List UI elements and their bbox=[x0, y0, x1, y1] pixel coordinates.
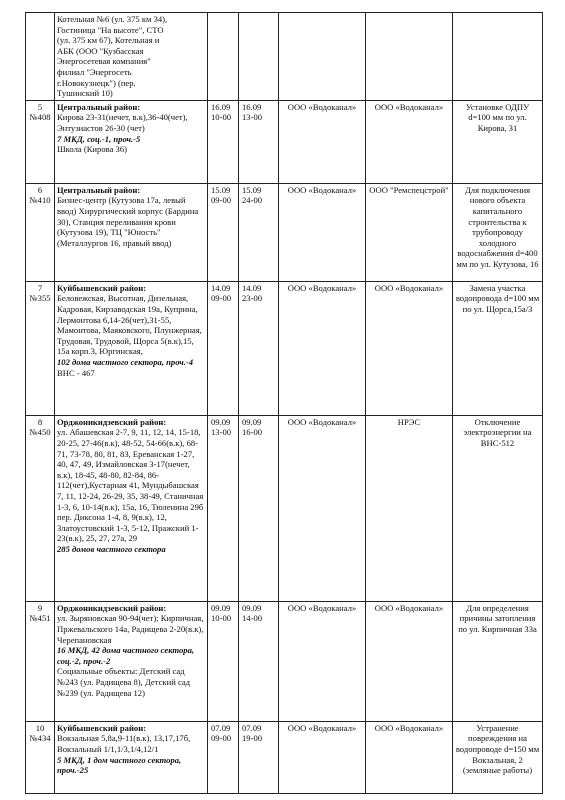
end-date: 09.09 bbox=[242, 416, 262, 427]
end-cell bbox=[239, 100, 279, 183]
row-number-cell bbox=[26, 100, 55, 183]
start-cell bbox=[208, 13, 239, 101]
table-row bbox=[26, 13, 543, 101]
table-row bbox=[26, 415, 543, 601]
start-time: 09-00 bbox=[211, 733, 232, 744]
address-line: (ул. 375 км 67), Котельная и bbox=[57, 35, 160, 46]
executor-cell bbox=[366, 13, 453, 101]
request-number: №408 bbox=[29, 112, 51, 123]
row-number-cell bbox=[26, 13, 55, 101]
address-list: ул. Зыряновская 90-94(чет); Кирпичная, Пржевальского 14а, Радищева 2-20(в.к), Черепановская bbox=[57, 613, 204, 645]
organization-cell: ООО «Водоканал» bbox=[279, 100, 366, 183]
row-number-cell bbox=[26, 281, 55, 415]
executor-cell: ООО «Водоканал» bbox=[366, 281, 453, 415]
row-number: 6 bbox=[37, 184, 43, 195]
district-name: Куйбышевский район: bbox=[57, 282, 147, 293]
start-date: 09.09 bbox=[211, 416, 231, 427]
start-cell bbox=[208, 100, 239, 183]
row-number: 5 bbox=[37, 101, 43, 112]
end-cell bbox=[239, 601, 279, 721]
address-line: АБК (ООО "Кузбасская bbox=[57, 45, 144, 56]
address-cell bbox=[55, 415, 208, 601]
start-time: 13-00 bbox=[211, 427, 232, 438]
end-cell bbox=[239, 721, 279, 793]
organization-cell: ООО «Водоканал» bbox=[279, 721, 366, 793]
row-number-cell bbox=[26, 183, 55, 281]
address-line: г.Новокузнецк") (пер. bbox=[57, 77, 136, 88]
row-number-cell bbox=[26, 721, 55, 793]
end-time: 23-00 bbox=[242, 293, 263, 304]
district-name: Орджоникидзевский район: bbox=[57, 602, 167, 613]
end-cell bbox=[239, 415, 279, 601]
reason-cell: Для определения причины затопления по ул. Кирпичная 33а bbox=[453, 601, 543, 721]
start-cell bbox=[208, 601, 239, 721]
district-name: Куйбышевский район: bbox=[57, 722, 147, 733]
reason-cell: Устранение повреждения на водопроводе d=150 мм Вокзальная, 2 (земляные работы) bbox=[453, 721, 543, 793]
end-time: 24-00 bbox=[242, 195, 263, 206]
start-cell bbox=[208, 415, 239, 601]
start-time: 10-00 bbox=[211, 112, 232, 123]
address-extra: Социальные объекты: Детский сад №243 (ул. Радищева 8), Детский сад №239 (ул. Радищева 12) bbox=[57, 666, 191, 698]
address-cell bbox=[55, 183, 208, 281]
row-number: 9 bbox=[37, 602, 43, 613]
executor-cell: ООО "Ремспецстрой" bbox=[366, 183, 453, 281]
end-time: 16-00 bbox=[242, 427, 263, 438]
row-number: 8 bbox=[37, 416, 43, 427]
row-number-cell bbox=[26, 601, 55, 721]
row-number-cell bbox=[26, 415, 55, 601]
table-row bbox=[26, 601, 543, 721]
end-date: 14.09 bbox=[242, 282, 262, 293]
end-date: 09.09 bbox=[242, 602, 262, 613]
address-cell bbox=[55, 13, 208, 101]
reason-cell: Для подключения нового объекта капитального строительства к трубопроводу холодного водоснабжения d=400 мм по ул. Кутузова, 16 bbox=[453, 183, 543, 281]
address-list: Беловежская, Высотная, Дизельная, Кадровая, Кирзаводская 19а, Куприна, Лермонтова 6,14-26(чет),31-55, Мамонтова, Маяковского, Плунжерная, Трудовая, Трудовой, Щорса 5(в.к),15, 15а корп.3, Юргинская, bbox=[57, 293, 202, 357]
request-number: №451 bbox=[29, 613, 51, 624]
address-list: ул. Абашевская 2-7, 9, 11, 12, 14, 15-18, 20-25, 27-46(в.к), 48-52, 54-66(в.к), 68-71, 73-78, 80, 81, 83, Ереванская 1-27, 40, 47, 49, Измайловская 3-17(нечет, в.к), 18-45, 48-80, 82-84, 86-112(чет),Кустарная 41, Мундыбашская 7, 11, 12-24, 26-29, 35, 38-49, Станичная 1-3, 6, 10-14(в.к), 15а, 16, Тюленина 29б пер. Диксона 1-4, 8, 9(в.к), 12, Златоустовский 1-3, 5-12, Пражский 1-23(в.к), 25, 27, 27а, 29 bbox=[57, 427, 204, 544]
organization-cell: ООО «Водоканал» bbox=[279, 601, 366, 721]
objects-summary: 285 домов частного сектора bbox=[57, 543, 166, 554]
request-number: №355 bbox=[29, 293, 51, 304]
reason-cell: Отключение электроэнергии на ВНС-512 bbox=[453, 415, 543, 601]
start-time: 10-00 bbox=[211, 613, 232, 624]
end-time: 13-00 bbox=[242, 112, 263, 123]
start-cell bbox=[208, 721, 239, 793]
address-extra: Школа (Кирова 36) bbox=[57, 144, 127, 155]
row-number: 7 bbox=[37, 282, 43, 293]
address-line: филиал "Энергосеть bbox=[57, 66, 132, 77]
outage-table bbox=[25, 12, 543, 794]
reason-cell: Установке ОДПУ d=100 мм по ул. Кирова, 31 bbox=[453, 100, 543, 183]
objects-summary: 5 МКД, 1 дом частного сектора, проч.-25 bbox=[57, 754, 182, 776]
start-cell bbox=[208, 183, 239, 281]
start-cell bbox=[208, 281, 239, 415]
address-line: Энергосетевая компания" bbox=[57, 56, 151, 67]
district-name: Центральный район: bbox=[57, 101, 141, 112]
executor-cell: ООО «Водоканал» bbox=[366, 721, 453, 793]
end-time: 14-00 bbox=[242, 613, 263, 624]
organization-cell: ООО «Водоканал» bbox=[279, 183, 366, 281]
district-name: Центральный район: bbox=[57, 184, 141, 195]
end-cell bbox=[239, 281, 279, 415]
start-time: 09-00 bbox=[211, 195, 232, 206]
table-row bbox=[26, 100, 543, 183]
executor-cell: ООО «Водоканал» bbox=[366, 100, 453, 183]
start-date: 09.09 bbox=[211, 602, 231, 613]
executor-cell: ООО «Водоканал» bbox=[366, 601, 453, 721]
end-date: 16.09 bbox=[242, 101, 262, 112]
end-date: 15.09 bbox=[242, 184, 262, 195]
address-cell bbox=[55, 601, 208, 721]
address-line: Гостиница "На высоте", СТО bbox=[57, 24, 164, 35]
end-cell bbox=[239, 183, 279, 281]
address-extra: ВНС - 467 bbox=[57, 367, 95, 378]
table-row bbox=[26, 281, 543, 415]
request-number: №434 bbox=[29, 733, 51, 744]
address-cell bbox=[55, 100, 208, 183]
address-list: Бизнес-центр (Кутузова 17а, левый ввод) Хирургический корпус (Бардина 30), Станция переливания крови (Кутузова 19), ТЦ "Юность" (Металлургов 16, правый ввод) bbox=[57, 195, 199, 248]
address-line: Тушинский 10) bbox=[57, 88, 113, 99]
row-number: 10 bbox=[35, 722, 45, 733]
address-list: Кирова 23-31(нечет, в.к),36-40(чет), Энтузиастов 26-30 (чет) bbox=[57, 112, 188, 133]
table-row bbox=[26, 721, 543, 793]
executor-cell: НРЭС bbox=[366, 415, 453, 601]
reason-cell: Замена участка водопровода d=100 мм по ул. Щорса,15а/3 bbox=[453, 281, 543, 415]
objects-summary: 7 МКД, соц.-1, проч.-5 bbox=[57, 133, 141, 144]
end-time: 19-00 bbox=[242, 733, 263, 744]
table-row bbox=[26, 183, 543, 281]
start-date: 16.09 bbox=[211, 101, 231, 112]
address-cell bbox=[55, 721, 208, 793]
organization-cell: ООО «Водоканал» bbox=[279, 281, 366, 415]
start-date: 07.09 bbox=[211, 722, 231, 733]
address-cell bbox=[55, 281, 208, 415]
organization-cell: ООО «Водоканал» bbox=[279, 415, 366, 601]
end-date: 07.09 bbox=[242, 722, 262, 733]
request-number: №410 bbox=[29, 195, 51, 206]
reason-cell bbox=[453, 13, 543, 101]
address-line: Котельная №6 (ул. 375 км 34), bbox=[57, 14, 168, 24]
start-date: 14.09 bbox=[211, 282, 231, 293]
outage-schedule-page bbox=[25, 12, 542, 794]
organization-cell bbox=[279, 13, 366, 101]
end-cell bbox=[239, 13, 279, 101]
address-list: Вокзальная 5,8а,9-11(в.к), 13,17,17б, Вокзальный 1/1,1/3,1/4,12/1 bbox=[57, 733, 191, 754]
start-date: 15.09 bbox=[211, 184, 231, 195]
start-time: 09-00 bbox=[211, 293, 232, 304]
request-number: №450 bbox=[29, 427, 51, 438]
objects-summary: 16 МКД, 42 дома частного сектора, соц.-2, проч.-2 bbox=[57, 645, 195, 666]
objects-summary: 102 дома частного сектора, проч.-4 bbox=[57, 356, 194, 367]
district-name: Орджоникидзевский район: bbox=[57, 416, 167, 427]
